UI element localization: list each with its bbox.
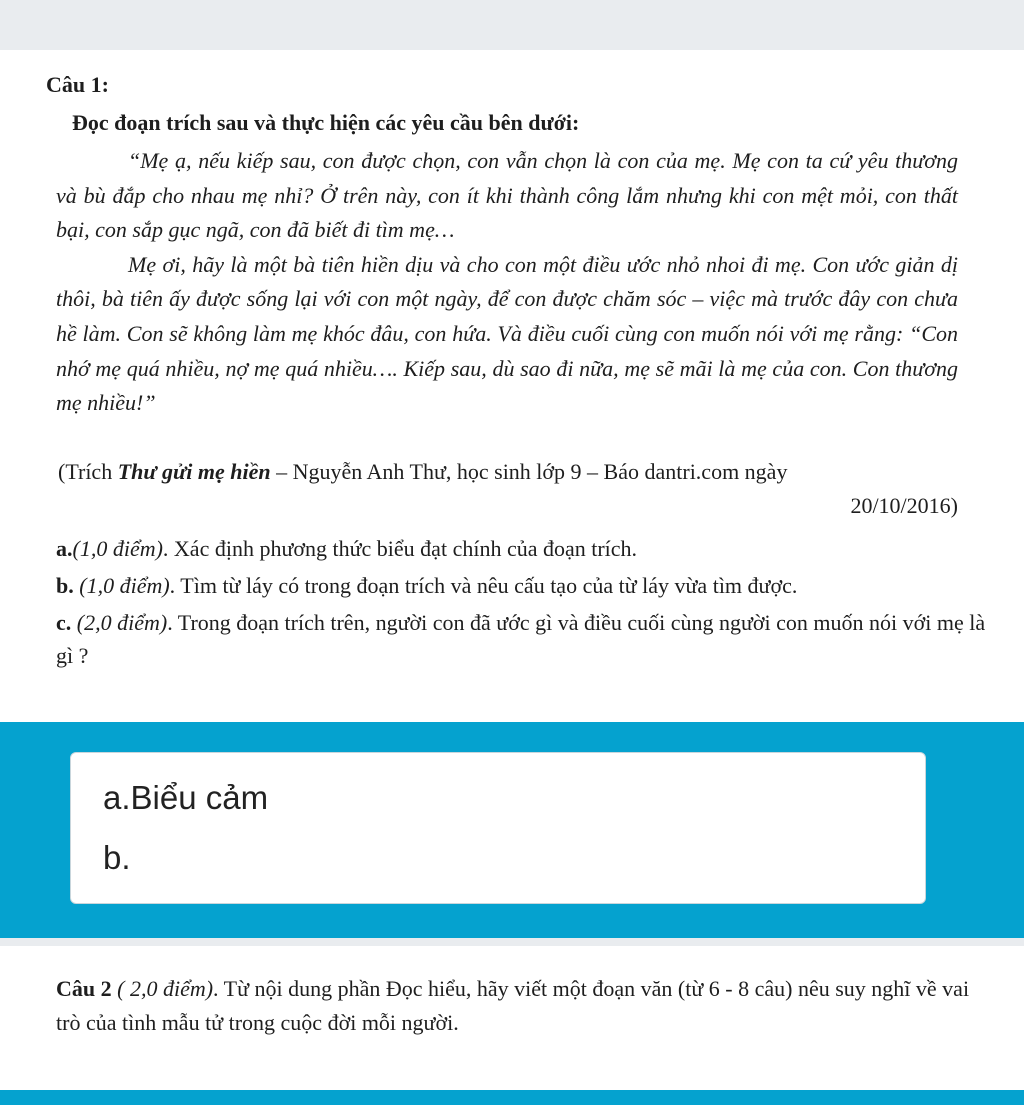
source-prefix: (Trích [58, 459, 118, 484]
passage-paragraph: “Mẹ ạ, nếu kiếp sau, con được chọn, con vẫn chọn là con của mẹ. Mẹ con ta cứ yêu thương và bù đắp cho nhau mẹ nhỉ? Ở trên này, con ít khi thành công lắm nhưng khi con mệt mỏi, con thất bại, con sắp gục ngã, con đã biết đi tìm mẹ… [56, 148, 958, 243]
question-item-label: a. [56, 536, 73, 561]
question-item-label: c. [56, 610, 72, 635]
source-work-title: Thư gửi mẹ hiền [117, 459, 271, 484]
question-item-label: b. [56, 573, 74, 598]
answer-line-a: a.Biểu cảm [103, 779, 269, 816]
answer-box[interactable] [70, 752, 926, 904]
question-1-instruction: Đọc đoạn trích sau và thực hiện các yêu cầu bên dưới: [72, 110, 580, 135]
question-item-text: . Tìm từ láy có trong đoạn trích và nêu cấu tạo của từ láy vừa tìm được. [169, 573, 798, 598]
question-2-label: Câu 2 [56, 976, 112, 1001]
question-2-points: ( 2,0 điểm) [111, 976, 214, 1001]
question-item-text: . Trong đoạn trích trên, người con đã ước gì và điều cuối cùng người con muốn nói với mẹ là gì ? [56, 610, 986, 668]
source-citation [58, 455, 958, 489]
question-1-title: Câu 1: [46, 72, 109, 97]
question-item-c [56, 606, 986, 672]
question-list [56, 532, 986, 676]
bottom-bar [0, 1090, 1024, 1105]
passage-paragraph: Mẹ ơi, hãy là một bà tiên hiền dịu và cho con một điều ước nhỏ nhoi đi mẹ. Con ước giản dị thôi, bà tiên ấy được sống lại với con một ngày, để con được chăm sóc – việc mà trước đây con chưa hề làm. Con sẽ không làm mẹ khóc đâu, con hứa. Và điều cuối cùng con muốn nói với mẹ rằng: “Con nhớ mẹ quá nhiều, nợ mẹ quá nhiều…. Kiếp sau, dù sao đi nữa, mẹ sẽ mãi là mẹ của con. Con thương mẹ nhiều!” [56, 251, 958, 416]
question-item-a [56, 532, 986, 565]
question-item-points: (1,0 điểm) [73, 573, 170, 598]
question-2-text [56, 972, 986, 1040]
question-item-points: (1,0 điểm) [72, 536, 163, 561]
question-item-b [56, 569, 986, 602]
top-strip [0, 0, 1024, 48]
question-2-body: . Từ nội dung phần Đọc hiểu, hãy viết một đoạn văn (từ 6 - 8 câu) nêu suy nghĩ về vai trò của tình mẫu tử trong cuộc đời mỗi người. [56, 976, 970, 1035]
question-item-points: (2,0 điểm) [71, 610, 168, 635]
question-item-text: . Xác định phương thức biểu đạt chính của đoạn trích. [162, 536, 638, 561]
passage-source [58, 455, 958, 523]
reading-passage [56, 144, 958, 421]
source-date: 20/10/2016) [850, 493, 958, 518]
source-suffix: – Nguyễn Anh Thư, học sinh lớp 9 – Báo dantri.com ngày [270, 459, 788, 484]
answer-line-b: b. [103, 839, 131, 876]
